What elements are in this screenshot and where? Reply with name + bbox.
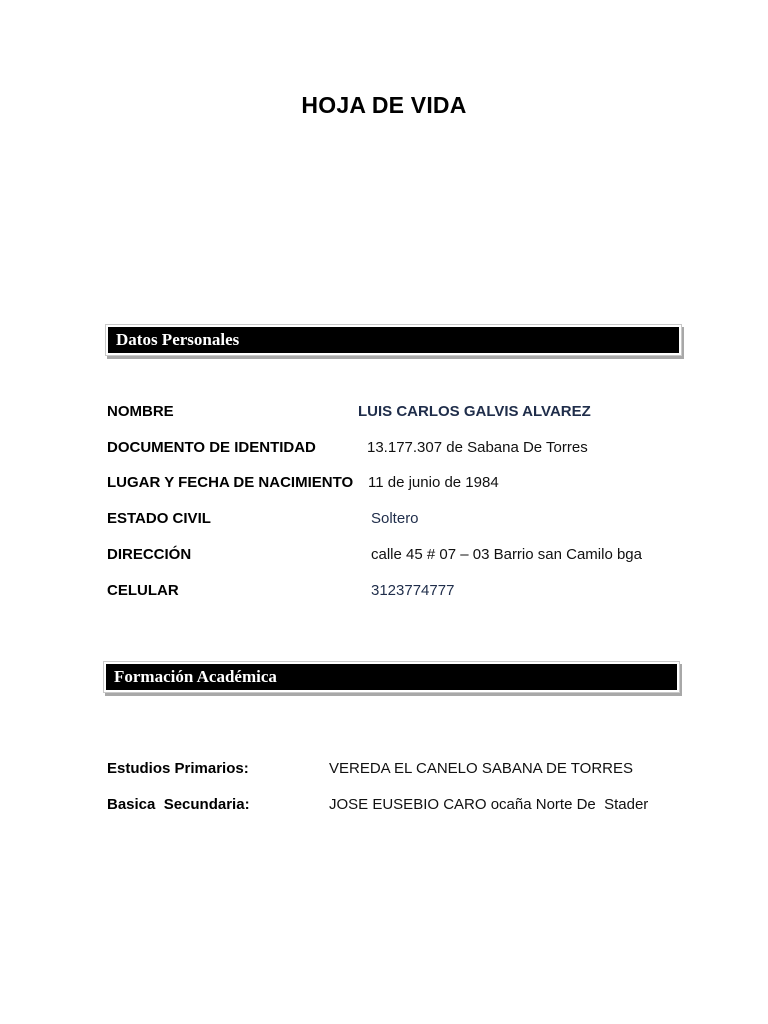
personal-row-address [0, 545, 768, 565]
field-label: NOMBRE [107, 403, 174, 420]
personal-row-document [0, 438, 768, 458]
field-value: calle 45 # 07 – 03 Barrio san Camilo bga [371, 546, 642, 563]
section-header-personal: Datos Personales [108, 327, 679, 353]
field-value: VEREDA EL CANELO SABANA DE TORRES [329, 760, 633, 777]
personal-row-civil-status [0, 509, 768, 529]
field-label: ESTADO CIVIL [107, 510, 211, 527]
personal-row-birth [0, 473, 768, 493]
field-label: Basica Secundaria: [107, 796, 250, 813]
academic-row-secondary [0, 795, 768, 815]
field-value: JOSE EUSEBIO CARO ocaña Norte De Stader [329, 796, 649, 813]
field-label: DOCUMENTO DE IDENTIDAD [107, 439, 316, 456]
field-label: DIRECCIÓN [107, 546, 192, 563]
field-value: 13.177.307 de Sabana De Torres [367, 439, 588, 456]
field-label: CELULAR [107, 582, 179, 599]
section-header-academic: Formación Académica [106, 664, 677, 690]
field-value: LUIS CARLOS GALVIS ALVAREZ [358, 403, 591, 420]
academic-row-primary [0, 759, 768, 779]
personal-row-phone [0, 581, 768, 601]
field-value: 3123774777 [371, 582, 455, 599]
field-value: 11 de junio de 1984 [368, 474, 499, 491]
page-title: HOJA DE VIDA [301, 92, 467, 118]
personal-row-name [0, 402, 768, 422]
field-label: LUGAR Y FECHA DE NACIMIENTO [107, 474, 354, 491]
field-label: Estudios Primarios: [107, 760, 249, 777]
field-value: Soltero [371, 510, 419, 527]
